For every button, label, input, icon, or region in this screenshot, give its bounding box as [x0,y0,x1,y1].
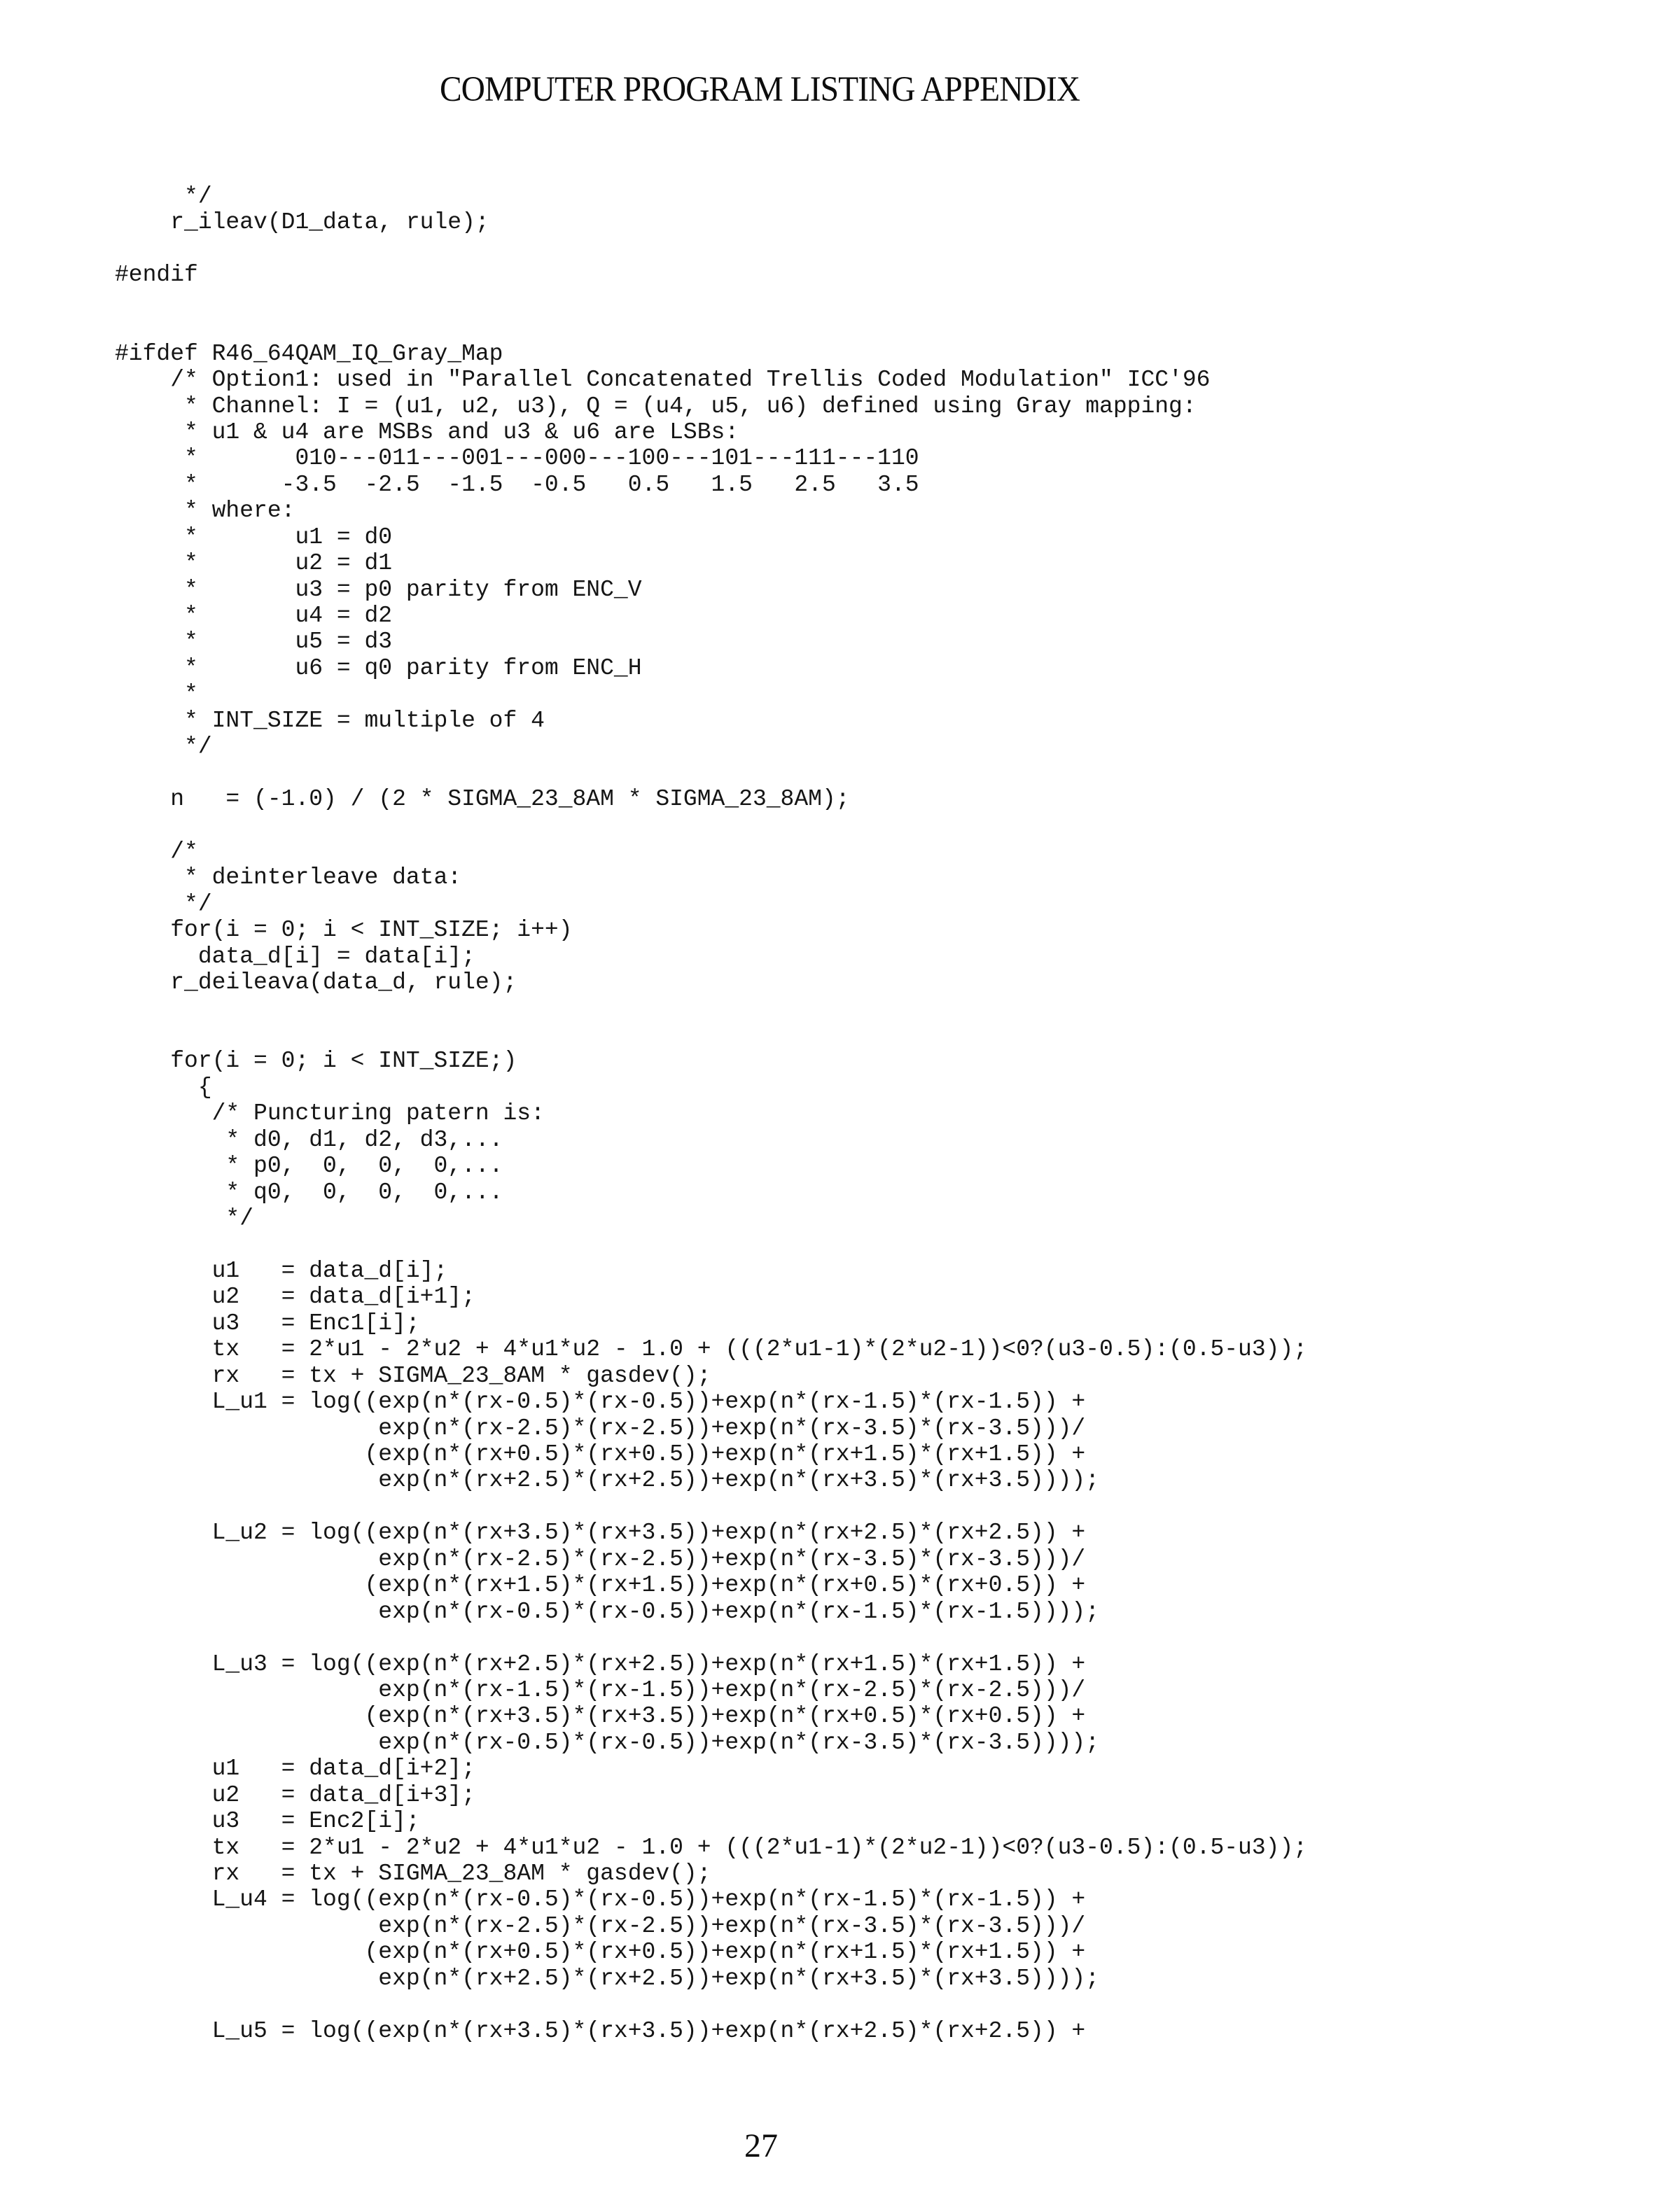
code-line: #endif [115,262,198,288]
code-line: (exp(n*(rx+3.5)*(rx+3.5))+exp(n*(rx+0.5)*(rx+0.5)) + [115,1703,1086,1730]
code-line: L_u1 = log((exp(n*(rx-0.5)*(rx-0.5))+exp(n*(rx-1.5)*(rx-1.5)) + [115,1389,1086,1415]
code-line: for(i = 0; i < INT_SIZE;) [115,1048,517,1074]
code-line: */ [115,183,212,209]
code-line: r_ileav(D1_data, rule); [115,209,489,236]
code-line [115,996,1307,1022]
code-line: n = (-1.0) / (2 * SIGMA_23_8AM * SIGMA_23_8AM); [115,786,850,813]
code-line: for(i = 0; i < INT_SIZE; i++) [115,917,573,944]
code-line: * -3.5 -2.5 -1.5 -0.5 0.5 1.5 2.5 3.5 [115,471,919,498]
code-line: #ifdef R46_64QAM_IQ_Gray_Map [115,340,503,367]
code-line: u1 = data_d[i+2]; [115,1756,475,1782]
code-line: /* Puncturing patern is: [115,1100,545,1127]
code-line: rx = tx + SIGMA_23_8AM * gasdev(); [115,1362,711,1389]
code-line: exp(n*(rx+2.5)*(rx+2.5))+exp(n*(rx+3.5)*(rx+3.5)))); [115,1965,1100,1991]
code-listing [115,183,1307,2044]
page-number: 27 [744,2127,778,2164]
code-line: * d0, d1, d2, d3,... [115,1126,503,1153]
code-line: u3 = Enc2[i]; [115,1808,420,1835]
code-line: * 010---011---001---000---100---101---111---110 [115,445,919,472]
code-line: u1 = data_d[i]; [115,1257,448,1284]
code-line [115,1232,1307,1258]
code-line: */ [115,734,212,760]
code-line [115,760,1307,786]
code-line: data_d[i] = data[i]; [115,943,475,969]
code-line [115,813,1307,839]
code-line: rx = tx + SIGMA_23_8AM * gasdev(); [115,1861,711,1886]
code-line: /* Option1: used in "Parallel Concatenated Trellis Coded Modulation" ICC'96 [115,367,1211,393]
code-line [115,1494,1307,1520]
code-line: { [115,1074,212,1100]
code-line [115,1991,1307,2017]
code-line: */ [115,1205,254,1232]
code-line: L_u4 = log((exp(n*(rx-0.5)*(rx-0.5))+exp(n*(rx-1.5)*(rx-1.5)) + [115,1886,1086,1913]
code-line: * where: [115,498,295,524]
code-line: r_deileava(data_d, rule); [115,969,517,996]
code-line: (exp(n*(rx+1.5)*(rx+1.5))+exp(n*(rx+0.5)*(rx+0.5)) + [115,1572,1086,1599]
code-line: L_u5 = log((exp(n*(rx+3.5)*(rx+3.5))+exp(n*(rx+2.5)*(rx+2.5)) + [115,2017,1086,2044]
code-line: u2 = data_d[i+1]; [115,1284,475,1310]
code-line [115,1022,1307,1048]
code-line: * u1 & u4 are MSBs and u3 & u6 are LSBs: [115,419,739,445]
code-line: tx = 2*u1 - 2*u2 + 4*u1*u2 - 1.0 + (((2*u1-1)*(2*u2-1))<0?(u3-0.5):(0.5-u3)); [115,1834,1308,1861]
code-line: * p0, 0, 0, 0,... [115,1153,503,1180]
code-line: tx = 2*u1 - 2*u2 + 4*u1*u2 - 1.0 + (((2*u1-1)*(2*u2-1))<0?(u3-0.5):(0.5-u3)); [115,1336,1308,1363]
code-line: L_u2 = log((exp(n*(rx+3.5)*(rx+3.5))+exp(n*(rx+2.5)*(rx+2.5)) + [115,1520,1086,1546]
code-line: /* [115,838,198,864]
code-line [115,236,1307,262]
code-line: exp(n*(rx-2.5)*(rx-2.5))+exp(n*(rx-3.5)*(rx-3.5)))/ [115,1546,1086,1572]
code-line [115,314,1307,340]
code-line: * u4 = d2 [115,603,393,629]
code-line: * u1 = d0 [115,524,393,550]
code-line: L_u3 = log((exp(n*(rx+2.5)*(rx+2.5))+exp(n*(rx+1.5)*(rx+1.5)) + [115,1651,1086,1677]
code-line: (exp(n*(rx+0.5)*(rx+0.5))+exp(n*(rx+1.5)*(rx+1.5)) + [115,1441,1086,1467]
code-line: * u2 = d1 [115,550,393,577]
code-line: exp(n*(rx-1.5)*(rx-1.5))+exp(n*(rx-2.5)*(rx-2.5)))/ [115,1676,1086,1703]
code-line: exp(n*(rx+2.5)*(rx+2.5))+exp(n*(rx+3.5)*(rx+3.5)))); [115,1467,1100,1494]
code-line: exp(n*(rx-0.5)*(rx-0.5))+exp(n*(rx-1.5)*(rx-1.5)))); [115,1598,1100,1625]
code-line [115,288,1307,314]
code-line: * u6 = q0 parity from ENC_H [115,654,642,681]
code-line: u2 = data_d[i+3]; [115,1782,475,1808]
code-line: (exp(n*(rx+0.5)*(rx+0.5))+exp(n*(rx+1.5)*(rx+1.5)) + [115,1939,1086,1966]
code-line: * [115,681,198,708]
code-line: u3 = Enc1[i]; [115,1310,420,1336]
code-line: exp(n*(rx-2.5)*(rx-2.5))+exp(n*(rx-3.5)*(rx-3.5)))/ [115,1415,1086,1441]
code-line: exp(n*(rx-2.5)*(rx-2.5))+exp(n*(rx-3.5)*(rx-3.5)))/ [115,1912,1086,1939]
code-line: * q0, 0, 0, 0,... [115,1179,503,1205]
code-line: * deinterleave data: [115,864,462,891]
code-line: * u3 = p0 parity from ENC_V [115,576,642,603]
code-line [115,1625,1307,1651]
code-line: */ [115,890,212,917]
page-title: COMPUTER PROGRAM LISTING APPENDIX [439,70,1080,109]
code-line: * u5 = d3 [115,629,393,655]
code-line: exp(n*(rx-0.5)*(rx-0.5))+exp(n*(rx-3.5)*(rx-3.5)))); [115,1729,1100,1756]
code-line: * INT_SIZE = multiple of 4 [115,707,545,734]
code-line: * Channel: I = (u1, u2, u3), Q = (u4, u5, u6) defined using Gray mapping: [115,393,1197,419]
